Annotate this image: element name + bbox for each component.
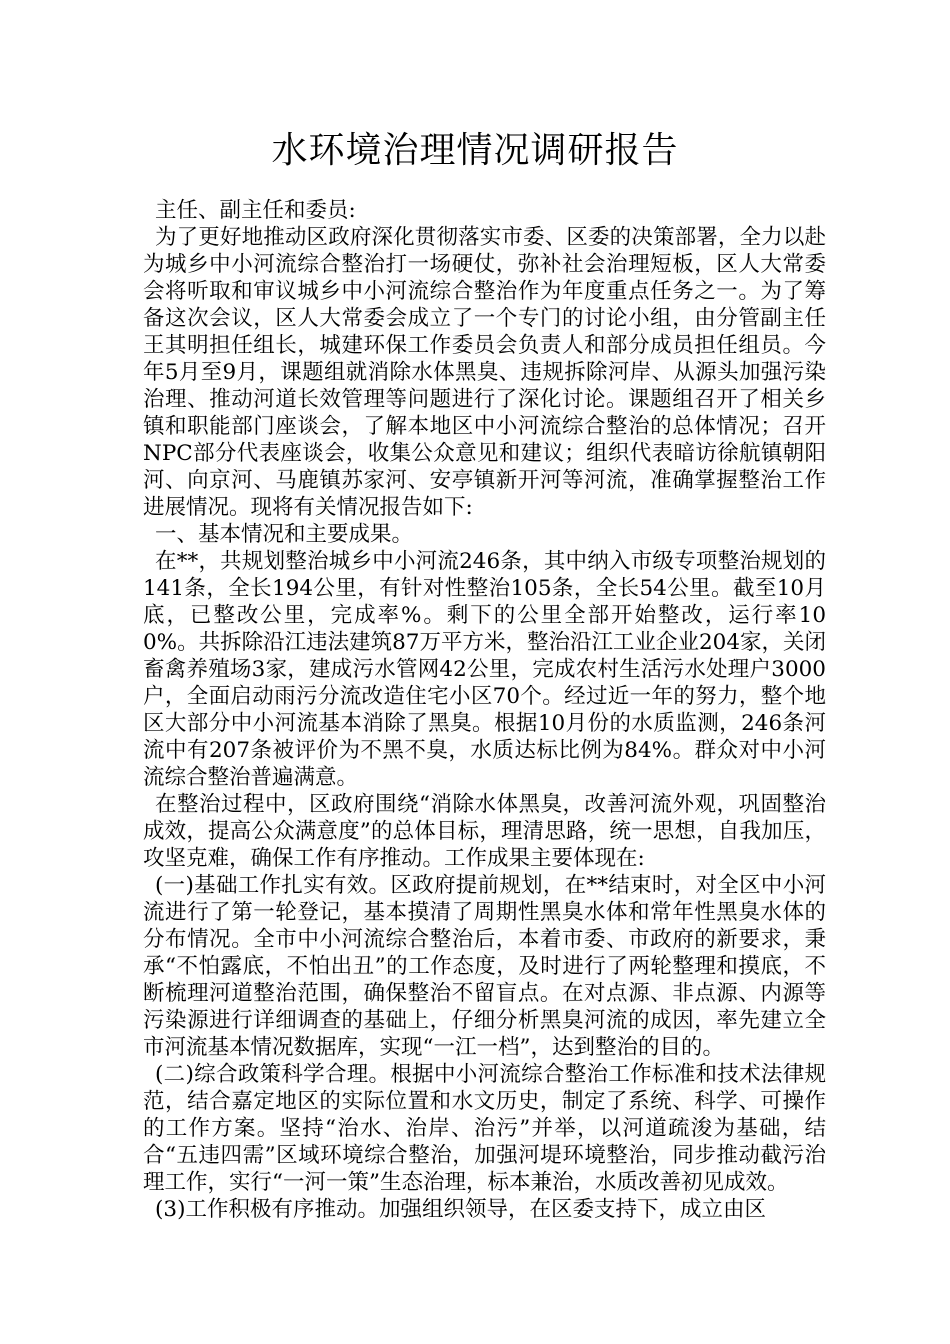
document-body — [143, 197, 826, 1223]
achievement-two-paragraph: (二)综合政策科学合理。根据中小河流综合整治工作标准和技术法律规范，结合嘉定地区的实际位置和水文历史，制定了系统、科学、可操作的工作方案。坚持“治水、治岸、治污”并举，以河道疏浚为基础，结合“五违四需”区域环境综合整治，加强河堤环境整治，同步推动截污治理工作，实行“一河一策”生态治理，标本兼治，水质改善初见成效。 — [143, 1062, 826, 1195]
achievement-three-paragraph: (3)工作积极有序推动。加强组织领导，在区委支持下，成立由区 — [155, 1197, 766, 1222]
intro-paragraph: 为了更好地推动区政府深化贯彻落实市委、区委的决策部署，全力以赴为城乡中小河流综合整治打一场硬仗，弥补社会治理短板，区人大常委会将听取和审议城乡中小河流综合整治作为年度重点任务之一。为了筹备这次会议，区人大常委会成立了一个专门的讨论小组，由分管副主任王其明担任组长，城建环保工作委员会负责人和部分成员担任组员。今年5月至9月，课题组就消除水体黑臭、违规拆除河岸、从源头加强污染治理、推动河道长效管理等问题进行了深化讨论。课题组召开了相关乡镇和职能部门座谈会，了解本地区中小河流综合整治的总体情况；召开NPC部分代表座谈会，收集公众意见和建议；组织代表暗访徐航镇朝阳河、向京河、马鹿镇苏家河、安亭镇新开河等河流，准确掌握整治工作进展情况。现将有关情况报告如下: — [143, 225, 826, 520]
remediation-goals-paragraph: 在整治过程中，区政府围绕“消除水体黑臭，改善河流外观，巩固整治成效，提高公众满意度”的总体目标，理清思路，统一思想，自我加压，攻坚克难，确保工作有序推动。工作成果主要体现在: — [143, 792, 826, 871]
achievement-one-paragraph: (一)基础工作扎实有效。区政府提前规划，在**结束时，对全区中小河流进行了第一轮登记，基本摸清了周期性黑臭水体和常年性黑臭水体的分布情况。全市中小河流综合整治后，本着市委、市政府的新要求，秉承“不怕露底，不怕出丑”的工作态度，及时进行了两轮整理和摸底，不断梳理河道整治范围，确保整治不留盲点。在对点源、非点源、内源等污染源进行详细调查的基础上，仔细分析黑臭河流的成因，率先建立全市河流基本情况数据库，实现“一江一档”，达到整治的目的。 — [143, 873, 826, 1060]
document-title: 水环境治理情况调研报告 — [271, 130, 679, 171]
statistics-paragraph: 在**，共规划整治城乡中小河流246条，其中纳入市级专项整治规划的141条，全长194公里，有针对性整治105条，全长54公里。截至10月底，已整改公里，完成率%。剩下的公里全部开始整改，运行率100%。共拆除沿江违法建筑87万平方米，整治沿江工业企业204家，关闭畜禽养殖场3家，建成污水管网42公里，完成农村生活污水处理户3000户，全面启动雨污分流改造住宅小区70个。经过近一年的努力，整个地区大部分中小河流基本消除了黑臭。根据10月份的水质监测，246条河流中有207条被评价为不黑不臭，水质达标比例为84%。群众对中小河流综合整治普遍满意。 — [143, 549, 827, 790]
salutation-paragraph: 主任、副主任和委员: — [155, 198, 356, 223]
section-heading-basic-situation: 一、基本情况和主要成果。 — [155, 522, 414, 547]
